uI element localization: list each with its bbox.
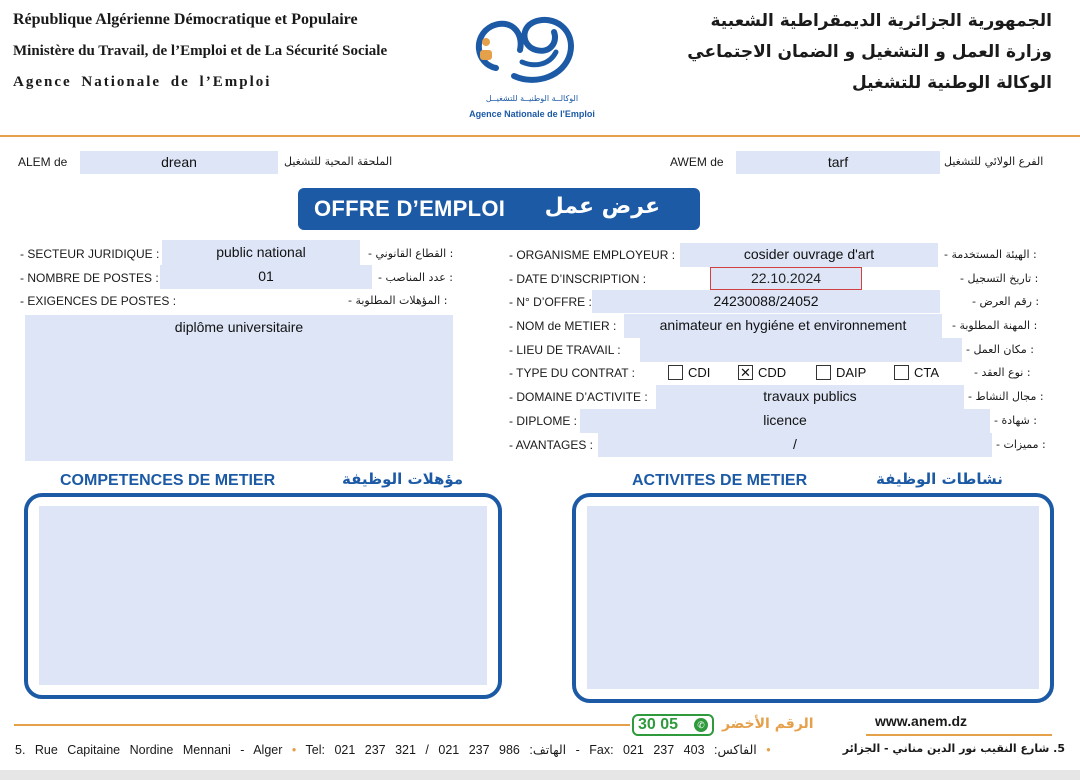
contrat-cta-checkbox[interactable] xyxy=(894,365,909,380)
phone-fax: Tel: 021 237 321 / 021 237 986 :الهاتف - Fax: 021 237 403 :الفاكس xyxy=(305,743,757,757)
diplome-label-ar: : شهادة - xyxy=(994,414,1037,427)
header-french xyxy=(13,9,387,102)
contrat-cdd-label: CDD xyxy=(758,365,787,380)
separator-dot-icon: • xyxy=(291,743,297,757)
contrat-cdd-checkbox[interactable]: ✕ xyxy=(738,365,753,380)
awem-label-ar: الفرع الولائي للتشغيل xyxy=(944,155,1044,168)
metier-field[interactable]: animateur en hygiéne et environnement xyxy=(624,314,942,338)
activites-field[interactable] xyxy=(587,506,1039,689)
republic-name-ar: الجمهورية الجزائرية الديمقراطية الشعبية xyxy=(710,11,1052,31)
secteur-label-ar: : القطاع القانوني - xyxy=(368,247,454,260)
date-label: - DATE D’INSCRIPTION : xyxy=(509,272,647,286)
header-divider xyxy=(0,135,1080,137)
diplome-field[interactable]: licence xyxy=(580,409,990,433)
phone-icon: ✆ xyxy=(694,718,708,732)
organisme-label-ar: : الهيئة المستخدمة - xyxy=(944,248,1037,261)
postes-label: - NOMBRE DE POSTES : xyxy=(20,271,159,285)
contrat-cdi-label: CDI xyxy=(688,365,711,380)
date-field[interactable]: 22.10.2024 xyxy=(710,267,862,290)
metier-label-ar: : المهنة المطلوبة - xyxy=(952,319,1038,332)
domaine-field[interactable]: travaux publics xyxy=(656,385,964,409)
header-arabic xyxy=(687,9,1052,102)
exigences-field[interactable]: diplôme universitaire xyxy=(25,315,453,461)
page-bottom-bar xyxy=(0,770,1080,780)
agency-name-ar: الوكالة الوطنية للتشغيل xyxy=(851,73,1052,93)
lieu-label: - LIEU DE TRAVAIL : xyxy=(509,343,621,357)
hotline-badge xyxy=(632,714,714,736)
agency-name-fr: Agence Nationale de l’Emploi xyxy=(13,74,272,90)
address-ar: 5. شارع النقيب نور الدين مناني - الجزائر xyxy=(842,742,1065,755)
diplome-label: - DIPLOME : xyxy=(509,414,578,428)
exigences-label-ar: : المؤهلات المطلوبة - xyxy=(348,294,448,307)
ministry-name-ar: وزارة العمل و التشغيل و الضمان الاجتماعي xyxy=(687,42,1052,62)
postes-label-ar: : عدد المناصب - xyxy=(378,271,453,284)
contrat-label: - TYPE DU CONTRAT : xyxy=(509,366,636,380)
competences-title-fr: COMPETENCES DE METIER xyxy=(60,472,276,489)
republic-name-fr: République Algérienne Démocratique et Populaire xyxy=(13,11,358,28)
competences-field[interactable] xyxy=(39,506,487,685)
awem-label: AWEM de xyxy=(670,155,724,169)
ministry-name-fr: Ministère du Travail, de l’Emploi et de La Sécurité Sociale xyxy=(13,43,388,59)
logo-text-ar: الوكالــة الوطنيــة للتشغيــل xyxy=(485,94,579,103)
exigences-label: - EXIGENCES DE POSTES : xyxy=(20,294,177,308)
competences-title-ar: مؤهلات الوظيفة xyxy=(342,470,464,488)
logo-text-fr: Agence Nationale de l'Emploi xyxy=(469,109,595,119)
metier-label: - NOM de METIER : xyxy=(509,319,617,333)
anem-logo xyxy=(466,6,598,126)
lieu-field[interactable] xyxy=(640,338,962,362)
avantages-label-ar: : مميزات - xyxy=(996,438,1046,451)
website-link[interactable]: www.anem.dz xyxy=(875,713,968,729)
contrat-daip-label: DAIP xyxy=(836,365,867,380)
footer-divider xyxy=(14,724,630,726)
offre-field[interactable]: 24230088/24052 xyxy=(592,290,940,313)
date-label-ar: : تاريخ التسجيل - xyxy=(960,272,1039,285)
contrat-label-ar: : نوع العقد - xyxy=(974,366,1031,379)
address-fr-line xyxy=(15,742,771,757)
hotline-label-ar: الرقم الأخضر xyxy=(722,716,814,732)
anem-logo-icon xyxy=(466,6,598,94)
organisme-field[interactable]: cosider ouvrage d'art xyxy=(680,243,938,267)
domaine-label-ar: : مجال النشاط - xyxy=(968,390,1044,403)
secteur-label: - SECTEUR JURIDIQUE : xyxy=(20,247,160,261)
offer-title-fr: OFFRE D’EMPLOI xyxy=(314,196,506,221)
lieu-label-ar: : مكان العمل - xyxy=(966,343,1034,356)
domaine-label: - DOMAINE D’ACTIVITE : xyxy=(509,390,648,404)
contrat-daip-checkbox[interactable] xyxy=(816,365,831,380)
address-fr: 5. Rue Capitaine Nordine Mennani - Alger xyxy=(15,743,283,757)
postes-field[interactable]: 01 xyxy=(160,265,372,289)
awem-field[interactable]: tarf xyxy=(736,151,940,174)
contrat-cdi-checkbox[interactable] xyxy=(668,365,683,380)
offer-title-banner xyxy=(298,188,700,230)
alem-field[interactable]: drean xyxy=(80,151,278,174)
offre-label-ar: : رقم العرض - xyxy=(972,295,1040,308)
activites-panel xyxy=(572,493,1054,703)
avantages-field[interactable]: / xyxy=(598,433,992,457)
hotline-number: 30 05 xyxy=(638,716,679,733)
organisme-label: - ORGANISME EMPLOYEUR : xyxy=(509,248,676,262)
separator-dot-icon-2: • xyxy=(766,743,771,757)
footer-divider-right xyxy=(866,734,1052,736)
alem-label: ALEM de xyxy=(18,155,68,169)
competences-panel xyxy=(24,493,502,699)
contrat-cta-label: CTA xyxy=(914,365,940,380)
alem-label-ar: الملحقة المحية للتشغيل xyxy=(284,155,393,168)
activites-title-ar: نشاطات الوظيفة xyxy=(876,470,1003,488)
secteur-field[interactable]: public national xyxy=(162,240,360,266)
activites-title-fr: ACTIVITES DE METIER xyxy=(632,472,808,489)
avantages-label: - AVANTAGES : xyxy=(509,438,594,452)
offre-label: - N° D’OFFRE : xyxy=(509,295,592,309)
offer-title-ar: عرض عمل xyxy=(544,194,660,219)
